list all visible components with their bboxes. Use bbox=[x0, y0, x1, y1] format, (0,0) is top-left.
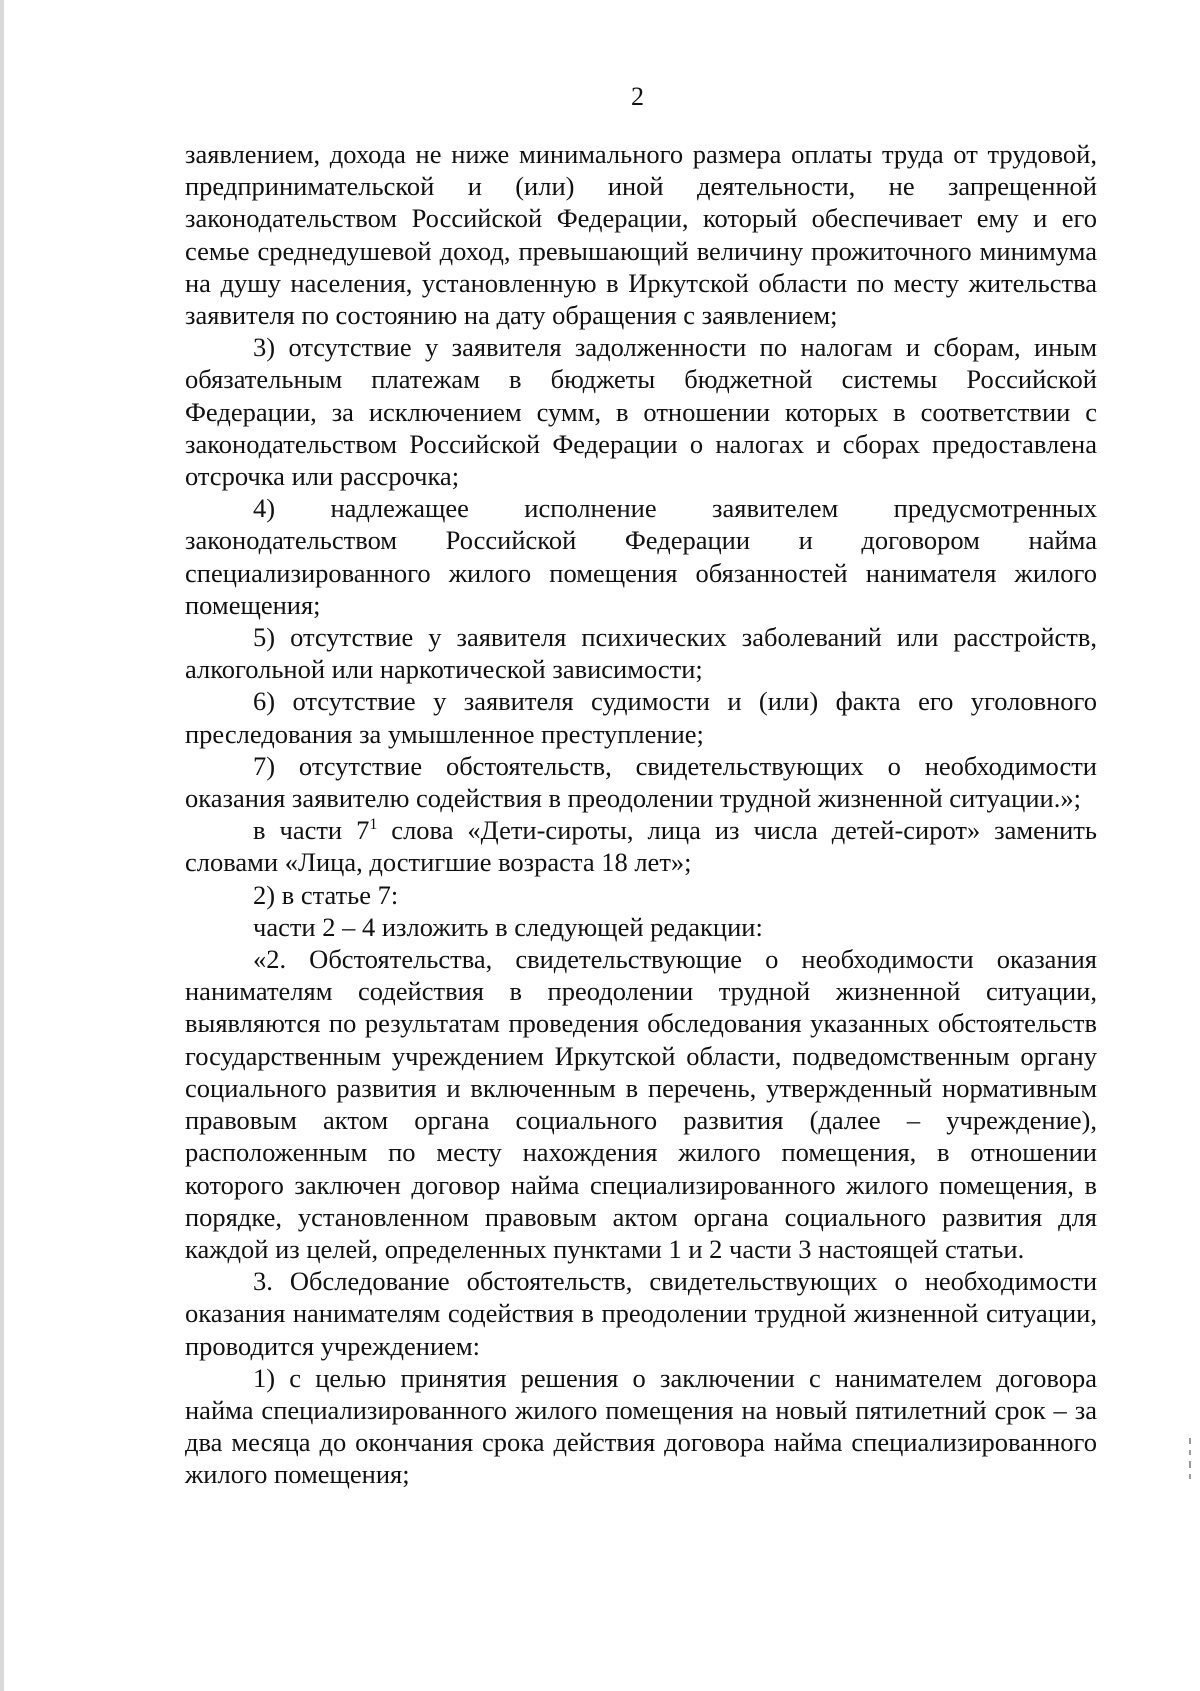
paragraph-part-3-item-1: 1) с целью принятия решения о заключении с нанимателем договора найма специализированного жилого помещения на новый пятилетний срок – за два месяца до окончания срока действия договора найма специализированного жилого помещения; bbox=[185, 1362, 1097, 1490]
scan-mark bbox=[1189, 1450, 1191, 1455]
paragraph-part-3: 3. Обследование обстоятельств, свидетельствующих о необходимости оказания нанимателям содействия в преодолении трудной жизненной ситуации, проводится учреждением: bbox=[185, 1266, 1097, 1361]
paragraph-part-7-1 bbox=[185, 814, 1097, 878]
part-7-1-after: слова «Дети-сироты, лица из числа детей-сирот» заменить словами «Лица, достигшие возраста 18 лет»; bbox=[185, 815, 1097, 878]
paragraph-item-5: 5) отсутствие у заявителя психических заболеваний или расстройств, алкогольной или наркотической зависимости; bbox=[185, 622, 1097, 685]
paragraph-item-6: 6) отсутствие у заявителя судимости и (или) факта его уголовного преследования за умышленное преступление; bbox=[185, 686, 1097, 749]
paragraph-item-3: 3) отсутствие у заявителя задолженности по налогам и сборам, иным обязательным платежам в бюджеты бюджетной системы Российской Федерации, за исключением сумм, в отношении которых в соответствии с законодательством Российской Федерации о налогах и сборах предоставлена отсрочка или рассрочка; bbox=[185, 332, 1097, 492]
paragraph-item-7: 7) отсутствие обстоятельств, свидетельствующих о необходимости оказания заявителю содействия в преодолении трудной жизненной ситуации.»; bbox=[185, 750, 1097, 814]
part-7-1-before: в части 7 bbox=[253, 815, 370, 846]
paragraph-continuation: заявлением, дохода не ниже минимального размера оплаты труда от трудовой, предпринимательской и (или) иной деятельности, не запрещенной законодательством Российской Федерации, который обеспечивает ему и его семье среднедушевой доход, превышающий величину прожиточного минимума на душу населения, установленную в Иркутской области по месту жительства заявителя по состоянию на дату обращения с заявлением; bbox=[185, 139, 1097, 331]
scan-mark bbox=[1189, 1438, 1191, 1444]
scan-mark bbox=[1189, 1461, 1191, 1468]
paragraph-part-2: «2. Обстоятельства, свидетельствующие о необходимости оказания нанимателям содействия в преодолении трудной жизненной ситуации, выявляются по результатам проведения обследования указанных обстоятельств государственным учреждением Иркутской области, подведомственным органу социального развития и включенным в перечень, утвержденный нормативным правовым актом органа социального развития (далее – учреждение), расположенным по месту нахождения жилого помещения, в отношении которого заключен договор найма специализированного жилого помещения, в порядке, установленном правовым актом органа социального развития для каждой из целей, определенных пунктами 1 и 2 части 3 настоящей статьи. bbox=[185, 944, 1097, 1264]
superscript-one: 1 bbox=[369, 816, 378, 834]
paragraph-item-4: 4) надлежащее исполнение заявителем предусмотренных законодательством Российской Федерации и договором найма специализированного жилого помещения обязанностей нанимателя жилого помещения; bbox=[185, 493, 1097, 620]
paragraph-article-7: 2) в статье 7: bbox=[253, 879, 399, 910]
scan-left-edge bbox=[0, 0, 4, 1691]
page-number: 2 bbox=[631, 82, 644, 111]
scan-mark bbox=[1189, 1474, 1191, 1479]
paragraph-parts-2-4: части 2 – 4 изложить в следующей редакции: bbox=[253, 911, 763, 942]
document-body bbox=[185, 138, 1097, 1491]
